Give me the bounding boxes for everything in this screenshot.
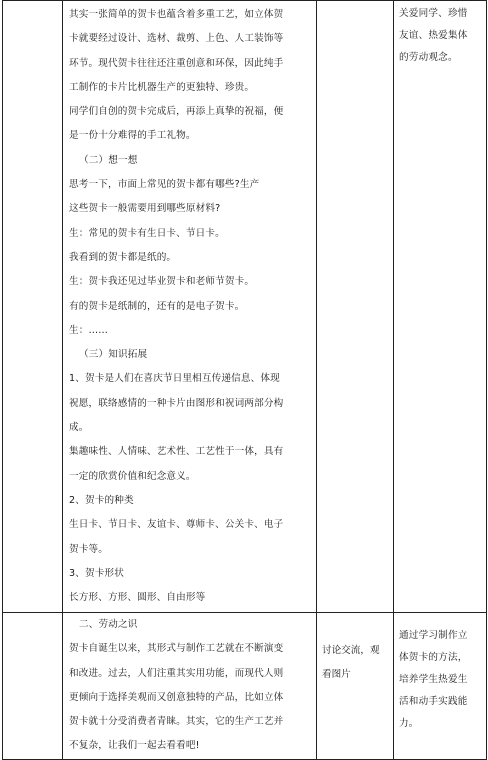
- goal-line: 活和动手实践能: [399, 696, 468, 707]
- content-line: 我看到的贺卡都是纸的。: [69, 251, 177, 263]
- goal-line: 友谊、热爱集体: [399, 30, 468, 41]
- content-line: 卡就要经过设计、选材、裁剪、上色、人工装饰等: [69, 33, 284, 45]
- goal-text: [394, 613, 486, 735]
- content-line: 生：常见的贺卡有生日卡、节日卡。: [69, 227, 225, 239]
- content-line: 贺卡自诞生以来，其形式与制作工艺就在不断演变: [69, 643, 284, 655]
- goal-line: 体贺卡的方法，: [399, 652, 468, 663]
- content-line: 生：贺卡我还见过毕业贺卡和老师节贺卡。: [69, 276, 255, 288]
- content-line: 2、贺卡的种类: [69, 494, 134, 506]
- content-line: 工制作的卡片比机器生产的更独特、珍贵。: [69, 81, 255, 93]
- content-line: 更倾向于选择美观而又创意独特的产品，比如立体: [69, 691, 284, 703]
- activity-cell: [317, 1, 394, 613]
- goal-line: 培养学生热爱生: [399, 674, 468, 685]
- goal-line: 的劳动观念。: [399, 52, 458, 63]
- activity-line: 看图片: [322, 669, 351, 680]
- stage-cell: [3, 613, 63, 760]
- content-line: 环节。现代贺卡往往还注重创意和环保，因此纯手: [69, 57, 284, 69]
- goal-line: 力。: [399, 718, 419, 729]
- content-line: 一定的欣赏价值和纪念意义。: [69, 470, 196, 482]
- content-line: 不复杂，让我们一起去看看吧!: [69, 740, 200, 752]
- section-heading: （二）想一想: [79, 154, 138, 166]
- content-line: 和改进。过去，人们注重其实用功能，而现代人则: [69, 667, 284, 679]
- teaching-content-cell: [63, 613, 317, 760]
- content-line: 贺卡等。: [69, 543, 108, 555]
- goal-line: 通过学习制作立: [399, 630, 468, 641]
- goal-text: [394, 1, 486, 69]
- stage-cell: [3, 1, 63, 613]
- content-line: 同学们自创的贺卡完成后，再添上真挚的祝福，便: [69, 106, 284, 118]
- goal-line: 关爱同学、珍惜: [399, 8, 468, 19]
- content-line: 生日卡、节日卡、友谊卡、尊师卡、公关卡、电子: [69, 519, 284, 531]
- activity-line: 讨论交流，观: [322, 645, 380, 656]
- content-line: 集趣味性、人情味、艺术性、工艺性于一体，具有: [69, 446, 284, 458]
- lesson-plan-table: [2, 0, 487, 760]
- content-line: 这些贺卡一般需要用到哪些原材料?: [69, 203, 221, 215]
- content-line: 贺卡就十分受消费者青睐。其实，它的生产工艺并: [69, 716, 284, 728]
- content-line: 祝愿，联络感情的一种卡片由图形和祝词两部分构: [69, 397, 284, 409]
- section-heading: （三）知识拓展: [79, 349, 148, 361]
- table-row: [3, 613, 487, 760]
- teaching-content-text: [63, 613, 316, 759]
- content-line: 思考一下，市面上常见的贺卡都有哪些?生产: [69, 179, 260, 191]
- content-line: 其实一张简单的贺卡也蕴含着多重工艺，如立体贺: [69, 9, 284, 20]
- content-line: 3、贺卡形状: [69, 567, 124, 579]
- content-line: 是一份十分难得的手工礼物。: [69, 130, 196, 142]
- teaching-content-text: [63, 1, 316, 610]
- content-line: 生：……: [69, 324, 108, 336]
- section-heading: 二、劳动之识: [79, 619, 138, 630]
- content-line: 长方形、方形、圆形、自由形等: [69, 592, 206, 604]
- goal-cell: [394, 1, 487, 613]
- content-line: 有的贺卡是纸制的，还有的是电子贺卡。: [69, 300, 245, 312]
- activity-cell: [317, 613, 394, 760]
- table-row: [3, 1, 487, 613]
- teaching-content-cell: [63, 1, 317, 613]
- content-line: 成。: [69, 422, 89, 434]
- activity-text: [317, 613, 393, 687]
- goal-cell: [394, 613, 487, 760]
- content-line: 1、贺卡是人们在喜庆节日里相互传递信息、体现: [69, 373, 280, 385]
